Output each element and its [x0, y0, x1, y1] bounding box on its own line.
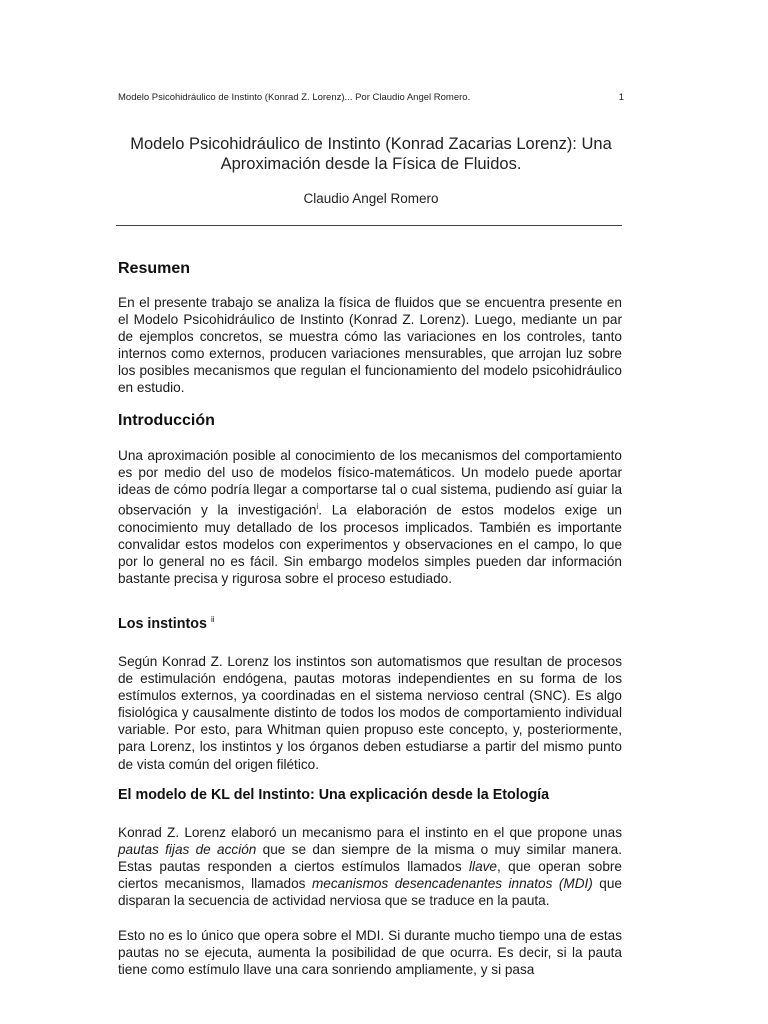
running-title: Modelo Psicohidráulico de Instinto (Konrad Z. Lorenz)... Por Claudio Angel Romero.: [118, 92, 471, 103]
section-heading-resumen: Resumen: [118, 260, 191, 277]
page-number: 1: [618, 92, 624, 103]
document-title: [116, 134, 626, 174]
term-mdi: mecanismos desencadenantes innatos (MDI): [311, 876, 593, 892]
modelo-text-a: Konrad Z. Lorenz elaboró un mecanismo para el instinto en el que propone unas: [118, 825, 622, 840]
paragraph-modelo-2: Esto no es lo único que opera sobre el MDI. Si durante mucho tiempo una de estas pautas no se ejecuta, aumenta la posibilidad de que ocurra. Es decir, si la pauta tiene como estímulo llave una cara sonriendo ampliamente, y si pasa: [118, 928, 622, 978]
term-llave: llave: [469, 859, 497, 875]
section-heading-introduccion: Introducción: [118, 412, 215, 429]
term-pautas-fijas: pautas fijas de acción: [118, 842, 257, 858]
document-title-line-2: Aproximación desde la Física de Fluidos.: [220, 155, 522, 173]
paragraph-introduccion: [118, 447, 622, 587]
modelo-text-c: , que operan sobre ciertos mecanismos, llamados: [118, 859, 622, 892]
paragraph-modelo-1: [118, 824, 622, 909]
paragraph-instintos: Según Konrad Z. Lorenz los instintos son automatismos que resultan de procesos de estimulación endógena, pautas motoras independientes en su forma de los estímulos externos, ya coordinadas en el sistema nervioso central (SNC). Es algo fisiológica y causalmente distinto de todos los modos de comportamiento individual variable. Por esto, para Whitman quien propuso este concepto, y, posteriormente, para Lorenz, los instintos y los órganos deben estudiarse a partir del mismo punto de vista común del origen filético.: [118, 654, 622, 772]
footnote-marker-i[interactable]: i: [316, 502, 319, 512]
instintos-heading-text: Los instintos: [118, 615, 207, 632]
document-title-line-1: Modelo Psicohidráulico de Instinto (Konrad Zacarias Lorenz): Una: [130, 135, 612, 153]
intro-text-part-1: Una aproximación posible al conocimiento de los mecanismos del comportamiento es por medio del uso de modelos físico-matemáticos. Un modelo puede aportar ideas de cómo podría llegar a comportarse tal o cual sistema, pudiendo así guiar la observación y la investigación: [118, 448, 622, 518]
modelo-text-d: que disparan la secuencia de actividad nerviosa que se traduce en la pauta.: [118, 876, 622, 909]
title-divider: [116, 225, 622, 226]
running-header: [118, 92, 624, 103]
section-heading-modelo: El modelo de KL del Instinto: Una explicación desde la Etología: [118, 787, 550, 803]
section-heading-instintos: [118, 615, 215, 632]
modelo-text-b: que se dan siempre de la misma o muy similar manera. Estas pautas responden a ciertos estímulos llamados: [118, 842, 623, 875]
paragraph-resumen: En el presente trabajo se analiza la física de fluidos que se encuentra presente en el Modelo Psicohidráulico de Instinto (Konrad Z. Lorenz). Luego, mediante un par de ejemplos concretos, se muestra cómo las variaciones en los controles, tanto internos como externos, producen variaciones mensurables, que arrojan luz sobre los posibles mecanismos que regulan el funcionamiento del modelo psicohidráulico en estudio.: [118, 295, 622, 396]
footnote-marker-ii[interactable]: ii: [210, 615, 215, 624]
document-author: Claudio Angel Romero: [303, 191, 439, 206]
intro-text-part-2: . La elaboración de estos modelos exige un conocimiento muy detallado de los procesos implicados. También es importante convalidar estos modelos con experimentos y observaciones en el campo, lo que por lo general no es fácil. Sin embargo modelos simples pueden dar información bastante precisa y rigurosa sobre el proceso estudiado.: [118, 502, 622, 587]
